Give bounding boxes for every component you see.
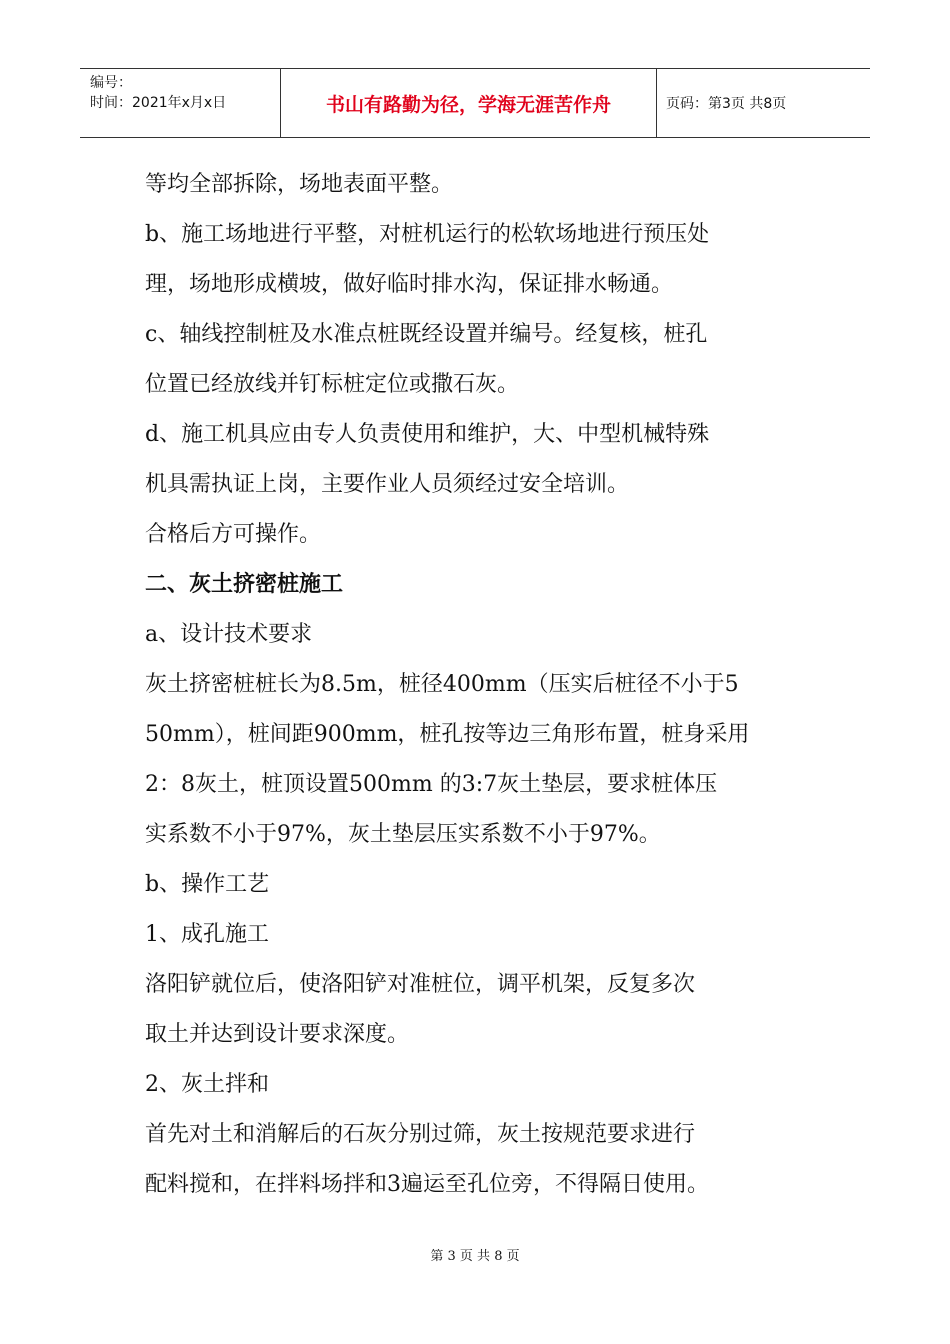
paragraph-line: 首先对土和消解后的石灰分别过筛，灰土按规范要求进行 <box>145 1122 696 1147</box>
paragraph-line: 合格后方可操作。 <box>145 522 322 547</box>
paragraph-line: b、施工场地进行平整，对桩机运行的松软场地进行预压处 <box>145 222 710 247</box>
paragraph-line: 等均全部拆除，场地表面平整。 <box>145 172 454 197</box>
paragraph-line: 2、灰土拌和 <box>145 1072 269 1097</box>
page-header <box>80 68 870 138</box>
paragraph-line: 洛阳铲就位后，使洛阳铲对准桩位，调平机架，反复多次 <box>145 972 696 997</box>
paragraph-line: 位置已经放线并钉标桩定位或撒石灰。 <box>145 372 520 397</box>
section-heading: 二、灰土挤密桩施工 <box>145 572 344 597</box>
paragraph-line: 取土并达到设计要求深度。 <box>145 1022 410 1047</box>
paragraph-line: 配料搅和，在拌料场拌和3遍运至孔位旁，不得隔日使用。 <box>145 1172 709 1197</box>
paragraph-line: b、操作工艺 <box>145 872 270 897</box>
header-page-number: 页码：第3页 共8页 <box>666 96 787 112</box>
paragraph-line: 2：8灰土，桩顶设置500mm 的3:7灰土垫层，要求桩体压 <box>145 772 718 797</box>
document-body <box>145 160 810 1210</box>
paragraph-line: c、轴线控制桩及水准点桩既经设置并编号。经复核，桩孔 <box>145 322 708 347</box>
paragraph-line: 理，场地形成横坡，做好临时排水沟，保证排水畅通。 <box>145 272 674 297</box>
paragraph-line: 机具需执证上岗，主要作业人员须经过安全培训。 <box>145 472 630 497</box>
paragraph-line: 实系数不小于97%，灰土垫层压实系数不小于97%。 <box>145 822 661 847</box>
page-footer: 第 3 页 共 8 页 <box>430 1249 520 1264</box>
paragraph-line: d、施工机具应由专人负责使用和维护，大、中型机械特殊 <box>145 422 710 447</box>
paragraph-line: a、设计技术要求 <box>145 622 313 647</box>
header-motto: 书山有路勤为径，学海无涯苦作舟 <box>280 69 657 137</box>
paragraph-line: 1、成孔施工 <box>145 922 269 947</box>
header-meta <box>80 69 280 137</box>
paragraph-line: 50mm），桩间距900mm，桩孔按等边三角形布置，桩身采用 <box>145 722 750 747</box>
paragraph-line: 灰土挤密桩桩长为8.5m，桩径400mm（压实后桩径不小于5 <box>145 672 739 697</box>
document-date-label: 时间：2021年x月x日 <box>90 95 227 111</box>
document-number-label: 编号： <box>90 75 132 91</box>
